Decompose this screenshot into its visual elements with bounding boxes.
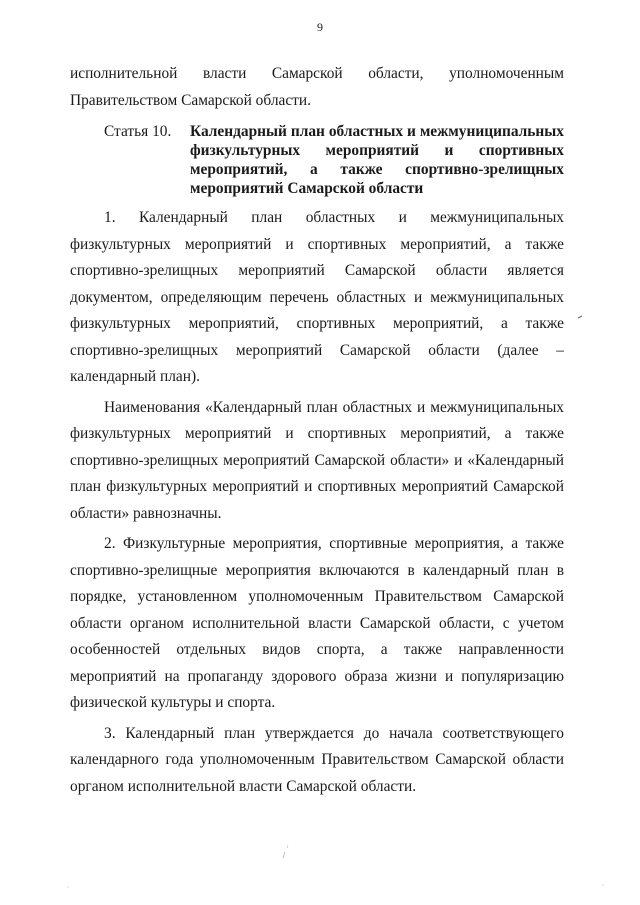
page-number: 9: [317, 20, 323, 34]
paragraph-2: Наименования «Календарный план областных и межмуниципальных физкультурных мероприятий и спортивных мероприятий, а также спортивно-зрелищных мероприятий Самарской области» и «Календарный план физкультурных мероприятий и спортивных мероприятий Самарской области» равнозначны.: [70, 398, 564, 522]
article-title: Календарный план областных и межмуниципальных физкультурных мероприятий и спортивных мероприятий, а также спортивно-зрелищных мероприятий Самарской области: [190, 123, 564, 197]
paragraph-3: 2. Физкультурные мероприятия, спортивные мероприятия, а также спортивно-зрелищные мероприятия включаются в календарный план в порядке, установленном уполномоченным Правительством Самарской области органом исполнительной власти Самарской области, с учетом особенностей отдельных видов спорта, а также направленности мероприятий на пропаганду здорового образа жизни и популяризацию физической культуры и спорта.: [70, 535, 564, 711]
intro-paragraph: исполнительной власти Самарской области, уполномоченным Правительством Самарской области.: [70, 65, 564, 109]
paragraph-4: 3. Календарный план утверждается до начала соответствующего календарного года уполномоченным Правительством Самарской области органом исполнительной власти Самарской области.: [70, 724, 564, 795]
article-heading: [70, 118, 564, 202]
document-body: [70, 61, 564, 800]
paragraph-1: 1. Календарный план областных и межмуниципальных физкультурных мероприятий и спортивных мероприятий, а также спортивно-зрелищных мероприятий Самарской области является документом, определяющим перечень областных и межмуниципальных физкультурных мероприятий, спортивных мероприятий, а также спортивно-зрелищных мероприятий Самарской области (далее – календарный план).: [70, 209, 564, 385]
article-number: Статья 10.: [104, 123, 172, 140]
